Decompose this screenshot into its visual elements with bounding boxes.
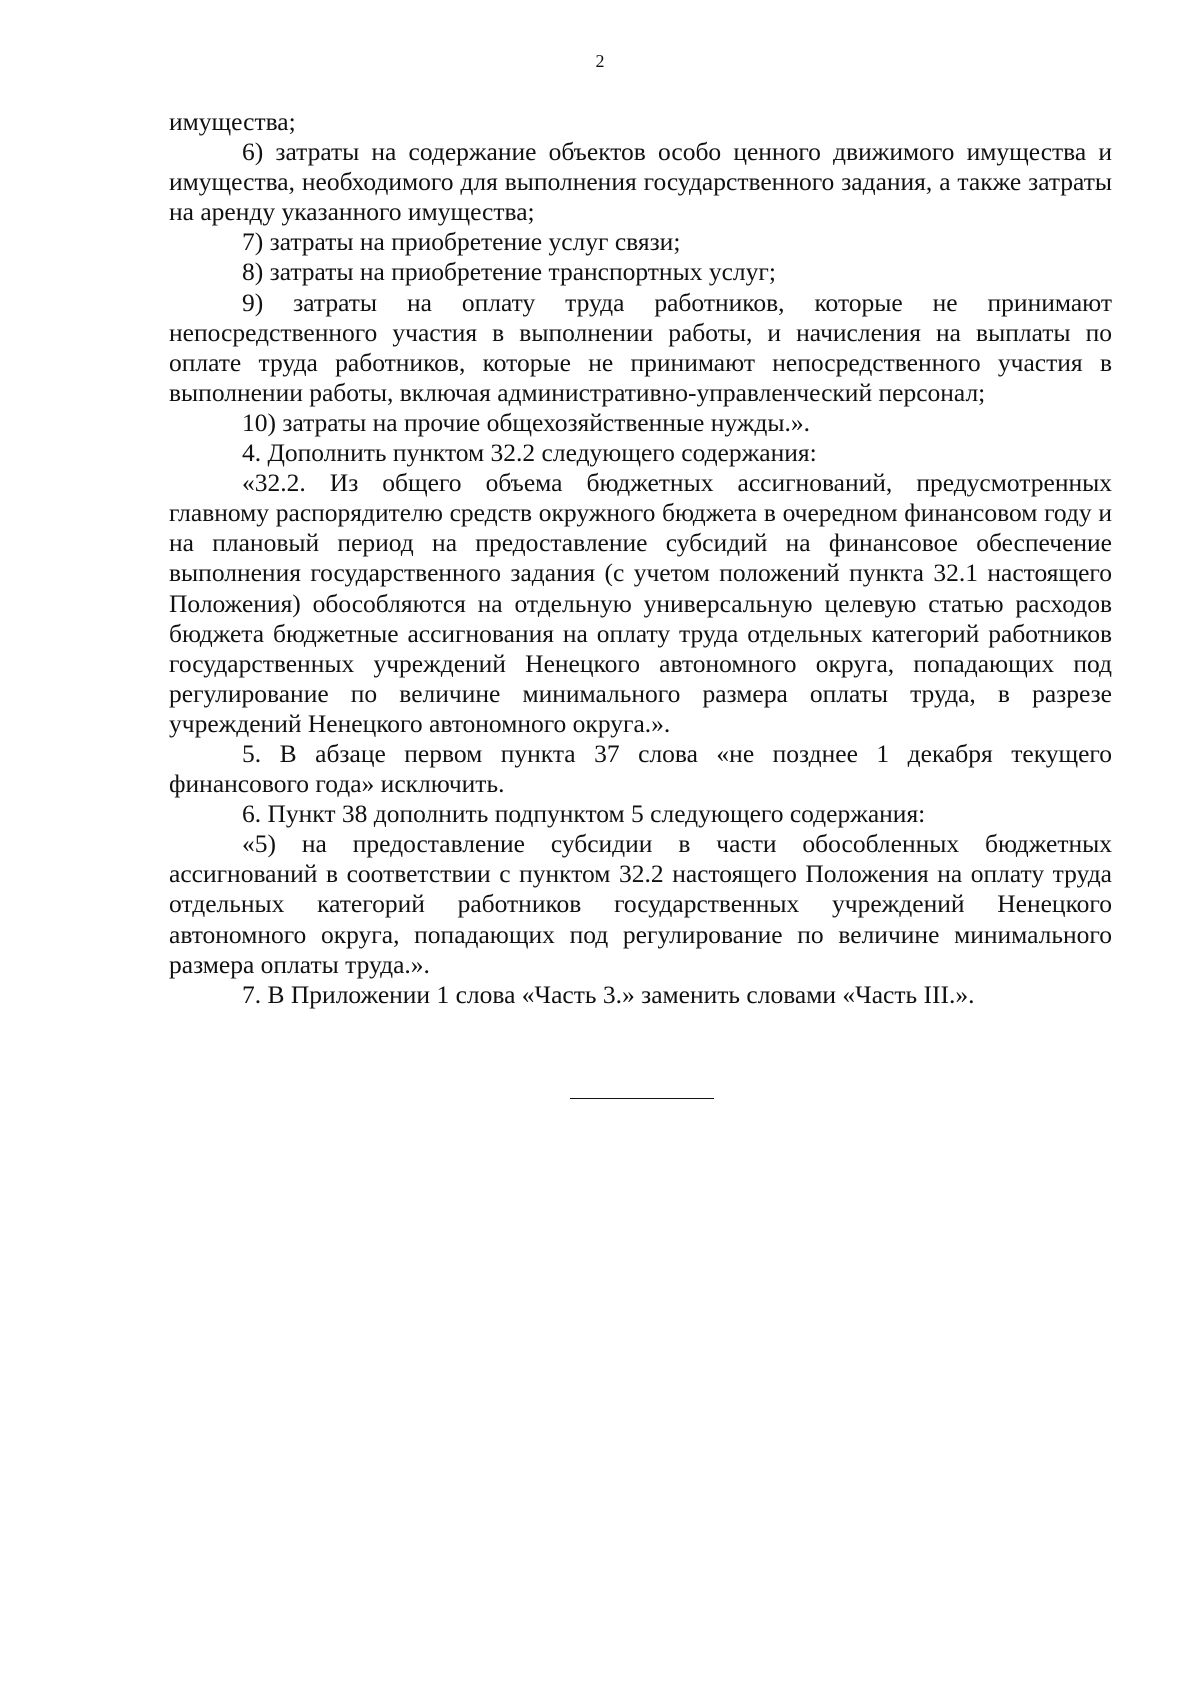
- paragraph-subpoint-5-quote: «5) на предоставление субсидии в части обособленных бюджетных ассигнований в соответствии с пунктом 32.2 настоящего Положения на оплату труда отдельных категорий работников государственных учреждений Ненецкого автономного округа, попадающих под регулирование по величине минимального размера оплаты труда.».: [169, 829, 1112, 979]
- paragraph-item-10: 10) затраты на прочие общехозяйственные нужды.».: [242, 407, 810, 437]
- paragraph-point-32-2-quote: «32.2. Из общего объема бюджетных ассигнований, предусмотренных главному распорядителю средств окружного бюджета в очередном финансовом году и на плановый период на предоставление субсидий на финансовое обеспечение выполнения государственного задания (с учетом положений пункта 32.1 настоящего Положения) обособляются на отдельную универсальную целевую статью расходов бюджета бюджетные ассигнования на оплату труда отдельных категорий работников государственных учреждений Ненецкого автономного округа, попадающих под регулирование по величине минимального размера оплаты труда, в разрезе учреждений Ненецкого автономного округа.».: [169, 468, 1112, 738]
- paragraph-item-9: 9) затраты на оплату труда работников, которые не принимают непосредственного участия в выполнении работы, и начисления на выплаты по оплате труда работников, которые не принимают непосредственного участия в выполнении работы, включая административно-управленческий персонал;: [169, 287, 1112, 407]
- paragraph-item-7: 7) затраты на приобретение услуг связи;: [242, 227, 681, 257]
- paragraph-continuation: имущества;: [169, 107, 296, 136]
- paragraph-point-4: 4. Дополнить пунктом 32.2 следующего содержания:: [242, 438, 817, 468]
- paragraph-item-8: 8) затраты на приобретение транспортных услуг;: [242, 257, 776, 287]
- paragraph-point-7: 7. В Приложении 1 слова «Часть 3.» заменить словами «Часть III.».: [242, 979, 975, 1009]
- end-of-document-rule: [570, 1098, 714, 1099]
- paragraph-point-5: 5. В абзаце первом пункта 37 слова «не позднее 1 декабря текущего финансового года» исключить.: [169, 738, 1112, 799]
- paragraph-point-6: 6. Пункт 38 дополнить подпунктом 5 следующего содержания:: [242, 799, 926, 829]
- page-number: 2: [595, 51, 605, 71]
- document-body: [169, 107, 1112, 1010]
- paragraph-item-6: 6) затраты на содержание объектов особо ценного движимого имущества и имущества, необходимого для выполнения государственного задания, а также затраты на аренду указанного имущества;: [169, 137, 1112, 227]
